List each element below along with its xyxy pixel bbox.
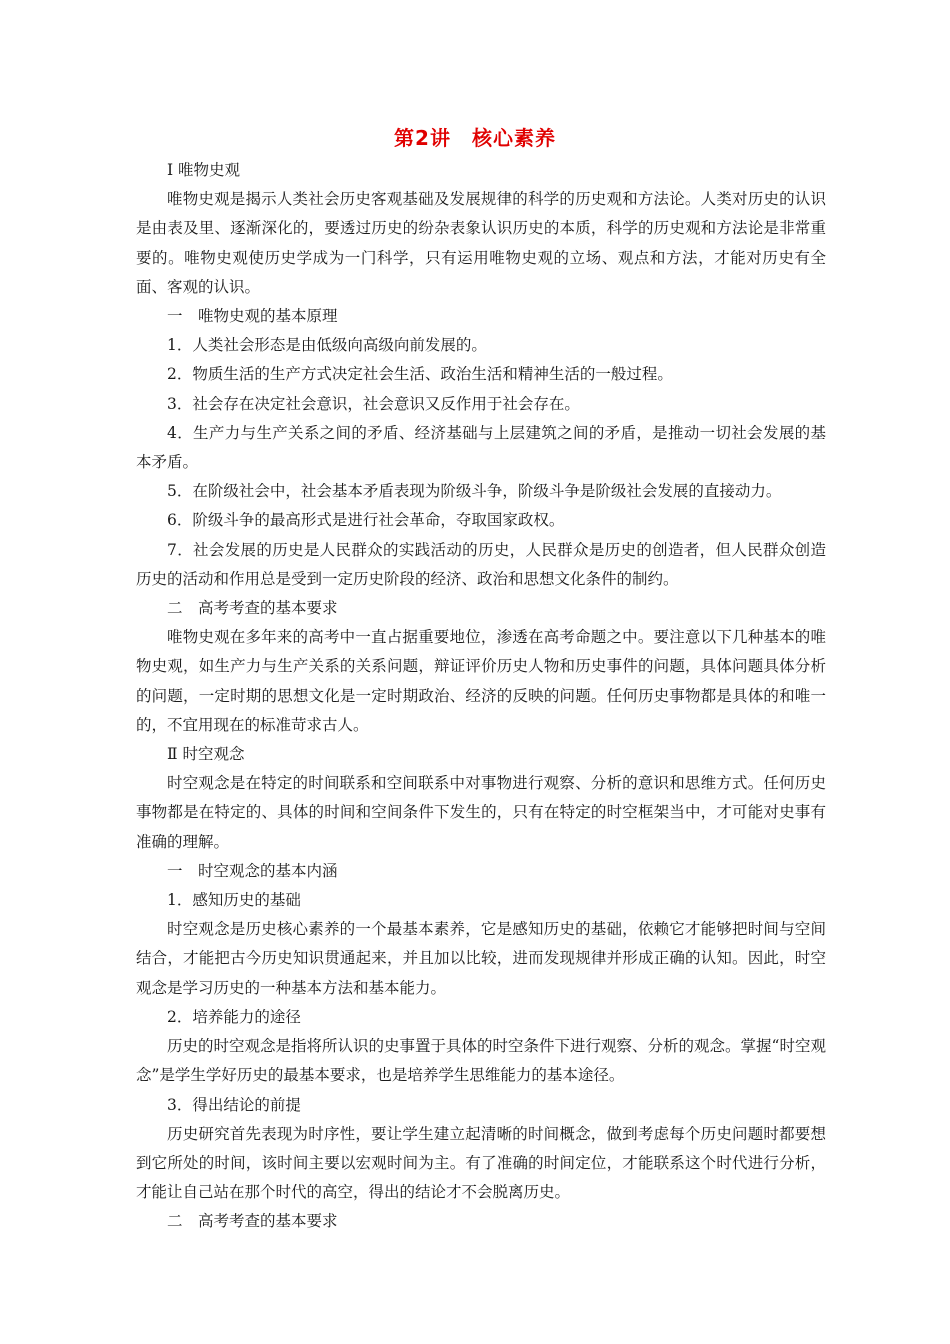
subsection-heading: 二 高考考查的基本要求: [167, 1212, 338, 1231]
paragraph: 历史的时空观念是指将所认识的史事置于具体的时空条件下进行观察、分析的观念。掌握“时空观念”是学生学好历史的最基本要求，也是培养学生思维能力的基本途径。: [136, 1037, 826, 1085]
subsection-heading: 一 时空观念的基本内涵: [167, 861, 338, 880]
list-item: 2．培养能力的途径: [167, 1007, 301, 1026]
list-item: 6．阶级斗争的最高形式是进行社会革命，夺取国家政权。: [167, 511, 565, 530]
page-title: 第2讲 核心素养: [394, 126, 556, 150]
list-item: 2．物质生活的生产方式决定社会生活、政治生活和精神生活的一般过程。: [167, 365, 673, 384]
section-heading: Ⅰ 唯物史观: [167, 161, 241, 179]
paragraph: 时空观念是历史核心素养的一个最基本素养，它是感知历史的基础，依赖它才能够把时间与空间结合，才能把古今历史知识贯通起来，并且加以比较，进而发现规律并形成正确的认知。因此，时空观念是学习历史的一种基本方法和基本能力。: [136, 920, 826, 997]
list-item: 3．得出结论的前提: [167, 1095, 301, 1114]
section-heading: Ⅱ 时空观念: [167, 745, 245, 764]
list-item: 1．感知历史的基础: [167, 891, 301, 910]
document-body: [136, 156, 826, 1237]
paragraph: 唯物史观在多年来的高考中一直占据重要地位，渗透在高考命题之中。要注意以下几种基本的唯物史观，如生产力与生产关系的关系问题，辩证评价历史人物和历史事件的问题，具体问题具体分析的问题，一定时期的思想文化是一定时期政治、经济的反映的问题。任何历史事物都是具体的和唯一的，不宜用现在的标准苛求古人。: [136, 628, 826, 734]
paragraph: 历史研究首先表现为时序性，要让学生建立起清晰的时间概念，做到考虑每个历史问题时都要想到它所处的时间，该时间主要以宏观时间为主。有了准确的时间定位，才能联系这个时代进行分析，才能让自己站在那个时代的高空，得出的结论才不会脱离历史。: [136, 1124, 826, 1202]
list-item: 7．社会发展的历史是人民群众的实践活动的历史，人民群众是历史的创造者，但人民群众创造历史的活动和作用总是受到一定历史阶段的经济、政治和思想文化条件的制约。: [136, 540, 826, 588]
list-item: 4．生产力与生产关系之间的矛盾、经济基础与上层建筑之间的矛盾，是推动一切社会发展的基本矛盾。: [136, 423, 826, 472]
list-item: 5．在阶级社会中，社会基本矛盾表现为阶级斗争，阶级斗争是阶级社会发展的直接动力。: [167, 482, 782, 501]
list-item: 1．人类社会形态是由低级向高级向前发展的。: [167, 336, 487, 355]
paragraph: 时空观念是在特定的时间联系和空间联系中对事物进行观察、分析的意识和思维方式。任何历史事物都是在特定的、具体的时间和空间条件下发生的，只有在特定的时空框架当中，才可能对史事有准确的理解。: [136, 774, 826, 851]
subsection-heading: 一 唯物史观的基本原理: [167, 307, 338, 326]
subsection-heading: 二 高考考查的基本要求: [167, 599, 338, 618]
list-item: 3．社会存在决定社会意识，社会意识又反作用于社会存在。: [167, 394, 580, 413]
paragraph: 唯物史观是揭示人类社会历史客观基础及发展规律的科学的历史观和方法论。人类对历史的认识是由表及里、逐渐深化的，要透过历史的纷杂表象认识历史的本质，科学的历史观和方法论是非常重要的。唯物史观使历史学成为一门科学，只有运用唯物史观的立场、观点和方法，才能对历史有全面、客观的认识。: [136, 190, 826, 296]
